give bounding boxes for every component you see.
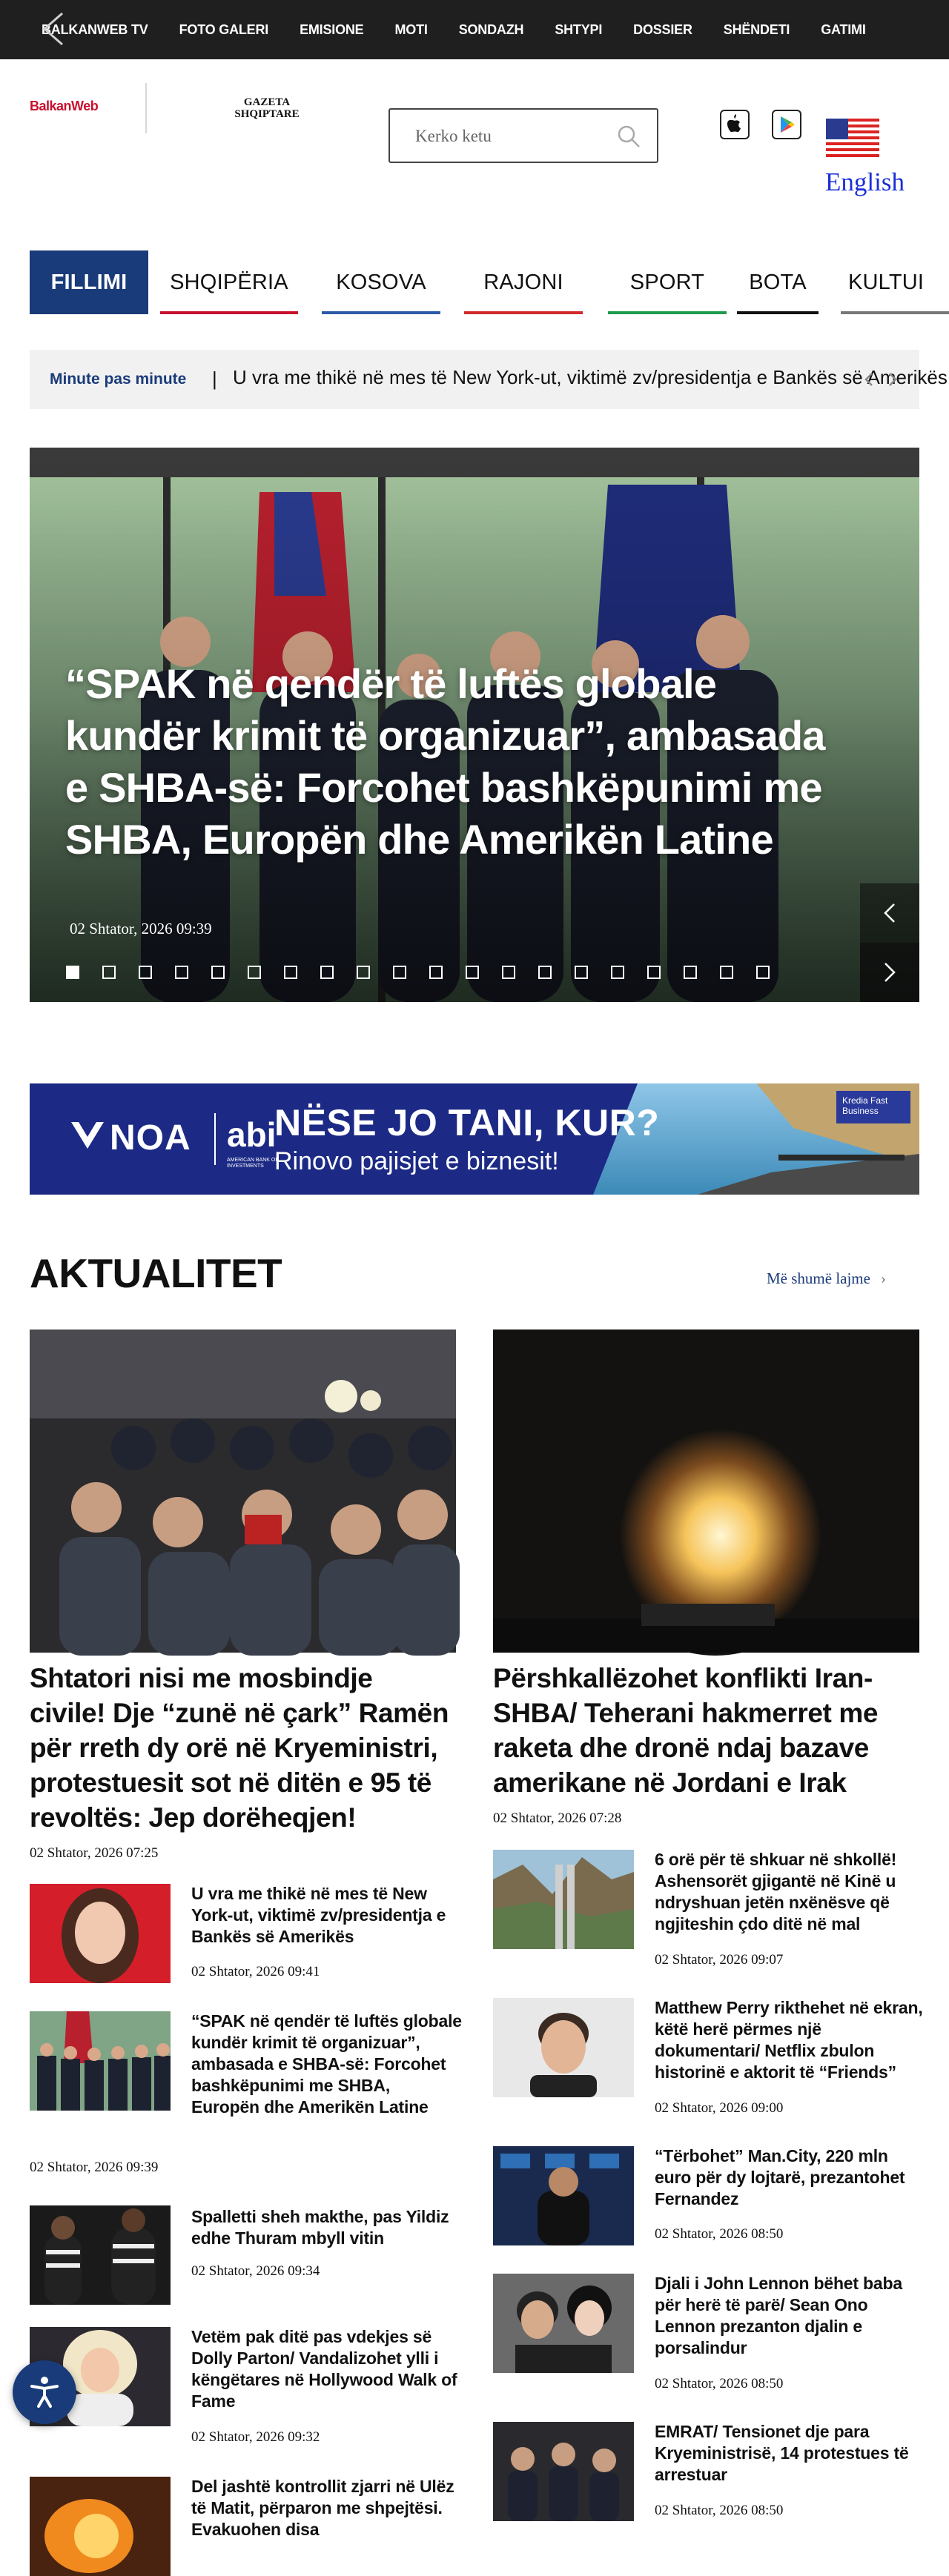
search-input[interactable] [415, 125, 601, 148]
ad-brand-noa: NOA [110, 1118, 191, 1158]
article-thumbnail[interactable] [30, 2205, 171, 2305]
article-thumbnail[interactable] [493, 1998, 634, 2097]
slider-dot[interactable] [429, 966, 443, 979]
football-players-photo [30, 2205, 171, 2305]
ad-subline: Rinovo pajisjet e biznesit! [274, 1147, 559, 1175]
accessibility-icon [26, 2374, 63, 2411]
article-title[interactable]: “SPAK në qendër të luftës globale kundër krimit të organizuar”, ambasada e SHBA-së: Forcohet bashkëpunimi me SHBA, Europën dhe Amerikën Latine [191, 2011, 462, 2117]
slider-dots [66, 966, 793, 979]
tab-sport[interactable] [608, 250, 727, 314]
slider-dot[interactable] [320, 966, 334, 979]
slider-dot[interactable] [538, 966, 552, 979]
chevron-right-icon [860, 943, 919, 1002]
featured-date: 02 Shtator, 2026 07:25 [30, 1845, 159, 1861]
woman-portrait-photo [30, 1884, 171, 1983]
ticker-separator: | [212, 368, 217, 390]
ticker-label: Minute pas minute [50, 371, 187, 388]
chevron-right-icon: › [880, 1269, 886, 1287]
section-title: AKTUALITET [30, 1250, 282, 1296]
article-date: 02 Shtator, 2026 08:50 [655, 2376, 784, 2391]
slider-dot[interactable] [357, 966, 370, 979]
top-nav-links [42, 0, 897, 59]
hero-headline[interactable]: “SPAK në qendër të luftës globale kundër krimit të organizuar”, ambasada e SHBA-së: Forcohet bashkëpunimi me SHBA, Europën dhe Amerikën Latine [65, 660, 825, 863]
balkanweb-logo[interactable]: BalkanWeb [30, 99, 99, 113]
top-nav-item[interactable]: SONDAZH [458, 21, 524, 37]
article-title[interactable]: “Tërbohet” Man.City, 220 mln euro për dy lojtarë, prezantohet Fernandez [655, 2146, 905, 2208]
gazeta-shqiptare-logo[interactable] [222, 96, 311, 120]
tab-underline [608, 311, 727, 314]
featured-date: 02 Shtator, 2026 07:28 [493, 1810, 622, 1826]
article-thumbnail[interactable] [493, 2274, 634, 2373]
tab-kosova[interactable] [322, 250, 440, 314]
article-thumbnail[interactable] [30, 2011, 171, 2111]
tab-shqiperia[interactable] [160, 250, 298, 314]
slider-dot[interactable] [393, 966, 406, 979]
football-press-photo [493, 2146, 634, 2245]
tab-label: SPORT [629, 270, 705, 294]
missile-launch-photo [493, 1330, 919, 1653]
gazeta-logo-line: GAZETA [243, 96, 291, 108]
slider-dot[interactable] [756, 966, 770, 979]
article-thumbnail[interactable] [493, 2146, 634, 2245]
search-box [388, 108, 658, 163]
article-date: 02 Shtator, 2026 09:07 [655, 1952, 784, 1968]
ticker-headline[interactable]: U vra me thikë në mes të New York-ut, viktimë zv/presidentja e Bankës së Amerikës [233, 366, 948, 388]
more-news-label: Më shumë lajme [767, 1269, 870, 1287]
play-store-icon [773, 111, 800, 138]
protest-photo [30, 1330, 456, 1653]
slider-prev-button[interactable] [860, 883, 919, 943]
ad-brand-abi: abi [227, 1115, 277, 1154]
tab-rajoni[interactable] [464, 250, 583, 314]
slider-dot[interactable] [284, 966, 297, 979]
article-thumbnail[interactable] [493, 1850, 634, 1949]
slider-dot[interactable] [102, 966, 116, 979]
article-date: 02 Shtator, 2026 09:00 [655, 2100, 784, 2116]
slider-next-button[interactable] [860, 943, 919, 1002]
slider-dot[interactable] [647, 966, 661, 979]
breaking-news-ticker [30, 350, 948, 409]
more-news-link[interactable] [767, 1269, 886, 1288]
tab-label: FILLIMI [50, 270, 128, 294]
slider-dot[interactable] [139, 966, 152, 979]
slider-dot[interactable] [684, 966, 697, 979]
language-switch[interactable]: English [825, 167, 905, 196]
article-title[interactable]: Spalletti sheh makthe, pas Yildiz edhe Thuram mbyll vitin [191, 2207, 449, 2248]
tab-label: SHQIPËRIA [170, 270, 288, 294]
tab-fillimi[interactable] [30, 250, 148, 314]
article-title[interactable]: Djali i John Lennon bëhet baba për herë të parë/ Sean Ono Lennon prezanton djalin e porsalindur [655, 2274, 902, 2357]
slider-dot[interactable] [611, 966, 624, 979]
featured-image-protest[interactable] [30, 1330, 456, 1653]
chevron-left-icon[interactable] [860, 370, 878, 389]
article-date: 02 Shtator, 2026 09:32 [191, 2429, 320, 2445]
ad-brand-abi-subtitle: AMERICAN BANK OF INVESTMENTS [227, 1158, 279, 1169]
accessibility-button[interactable] [13, 2360, 76, 2424]
tab-underline [841, 311, 949, 314]
article-date: 02 Shtator, 2026 09:41 [191, 1964, 320, 1979]
app-store-button[interactable] [720, 110, 750, 139]
top-nav-item[interactable]: GATIMI [821, 21, 866, 37]
article-date: 02 Shtator, 2026 08:50 [655, 2503, 784, 2518]
advertisement-banner[interactable] [30, 1083, 919, 1195]
hero-slider[interactable] [30, 448, 919, 1002]
tab-underline [322, 311, 440, 314]
tab-underline [464, 311, 583, 314]
tab-label: KULTUI [848, 270, 925, 294]
tab-kultura[interactable] [841, 250, 949, 314]
mountain-elevator-photo [493, 1850, 634, 1949]
top-nav-item[interactable]: EMISIONE [300, 21, 364, 37]
article-title[interactable]: 6 orë për të shkuar në shkollë! Ashensorët gjigantë në Kinë u ndryshuan jetën nxënësve që ngjiteshin çdo ditë në mal [655, 1850, 897, 1933]
logo-divider [145, 83, 147, 133]
apple-icon [721, 111, 748, 138]
featured-headline[interactable]: Shtatori nisi me mosbindje civile! Dje “zunë në çark” Ramën për rreth dy orë në Kryeministri, protestuesit sot në ditën e 95 të revoltës: Jep dorëheqjen! [30, 1663, 449, 1833]
top-nav-item[interactable]: SHTYPI [555, 21, 603, 37]
slider-dot[interactable] [502, 966, 515, 979]
search-icon[interactable] [615, 123, 642, 150]
slider-dot[interactable] [575, 966, 588, 979]
article-thumbnail[interactable] [30, 1884, 171, 1983]
gazeta-logo-line: SHQIPTARE [234, 108, 300, 120]
article-date: 02 Shtator, 2026 08:50 [655, 2226, 784, 2242]
ad-tag: Kredia Fast Business [836, 1091, 910, 1123]
tab-underline [737, 311, 819, 314]
chevron-left-icon [860, 883, 919, 943]
article-date: 02 Shtator, 2026 09:39 [30, 2160, 159, 2175]
tab-underline [160, 311, 298, 314]
us-flag-icon[interactable] [826, 119, 879, 157]
top-nav-item[interactable]: DOSSIER [633, 21, 692, 37]
matthew-perry-photo [493, 1998, 634, 2097]
top-nav-item[interactable]: FOTO GALERI [179, 21, 269, 37]
tab-label: BOTA [749, 270, 807, 294]
slider-dot[interactable] [466, 966, 479, 979]
top-navigation-bar [0, 0, 949, 59]
hero-date: 02 Shtator, 2026 09:39 [70, 920, 212, 937]
chevron-left-icon[interactable] [36, 10, 70, 47]
diplomats-photo [30, 2011, 171, 2111]
tab-label: KOSOVA [336, 270, 426, 294]
category-tabs [30, 250, 949, 314]
sean-lennon-photo [493, 2274, 634, 2373]
top-nav-item[interactable]: BALKANWEB TV [42, 21, 148, 37]
top-nav-item[interactable]: MOTI [394, 21, 428, 37]
tab-label: RAJONI [483, 270, 563, 294]
slider-dot[interactable] [720, 966, 733, 979]
top-nav-item[interactable]: SHËNDETI [723, 21, 790, 37]
slider-dot[interactable] [66, 966, 79, 979]
google-play-button[interactable] [772, 110, 801, 139]
protest-arrests-photo [493, 2422, 634, 2521]
article-title[interactable]: Matthew Perry rikthehet në ekran, këtë herë përmes një dokumentari/ Netflix zbulon historinë e aktorit të “Friends” [655, 1998, 923, 2082]
article-title[interactable]: Del jashtë kontrollit zjarri në Ulëz të Matit, përparon me shpejtësi. Evakuohen disa [191, 2477, 454, 2539]
article-title[interactable]: U vra me thikë në mes të New York-ut, viktimë zv/presidentja e Bankës së Amerikës [191, 1884, 446, 1946]
article-date: 02 Shtator, 2026 09:34 [191, 2263, 320, 2279]
article-title[interactable]: EMRAT/ Tensionet dje para Kryeministrisë, 14 protestues të arrestuar [655, 2422, 909, 2484]
slider-dot[interactable] [248, 966, 261, 979]
featured-image-missile[interactable] [493, 1330, 919, 1653]
wildfire-photo [30, 2477, 171, 2576]
featured-headline[interactable]: Përshkallëzohet konflikti Iran-SHBA/ Teherani hakmerret me raketa dhe dronë ndaj bazave amerikane në Jordani e Irak [493, 1663, 879, 1798]
ad-headline: NËSE JO TANI, KUR? [274, 1102, 660, 1143]
article-thumbnail[interactable] [30, 2477, 171, 2529]
slider-dot[interactable] [211, 966, 225, 979]
article-title[interactable]: Vetëm pak ditë pas vdekjes së Dolly Parton/ Vandalizohet ylli i këngëtares në Hollywood Walk of Fame [191, 2327, 457, 2411]
slider-dot[interactable] [175, 966, 188, 979]
tab-bota[interactable] [737, 250, 819, 314]
chevron-right-icon[interactable] [884, 370, 902, 389]
article-thumbnail[interactable] [493, 2422, 634, 2521]
